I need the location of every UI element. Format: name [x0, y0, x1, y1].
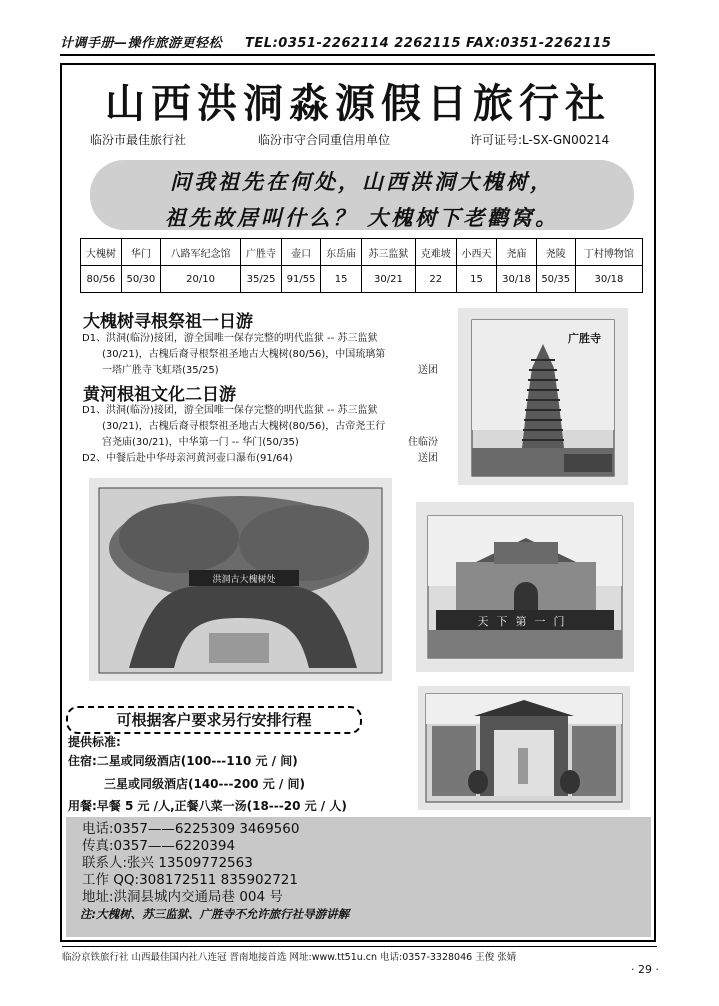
tour2-line-1: D1、洪洞(临汾)接团，游全国唯一保存完整的明代监狱 -- 苏三监狱 [82, 405, 378, 416]
tour2-line-4-end: 送团 [418, 453, 438, 464]
tour1-end: 送团 [418, 365, 438, 376]
table-cell: 20/10 [160, 266, 240, 293]
big-tree-photo [89, 478, 392, 681]
table-cell: 50/35 [536, 266, 575, 293]
contact-note: 注:大槐树、苏三监狱、广胜寺不允许旅行社导游讲解 [80, 907, 350, 921]
pagoda-photo-frame [458, 308, 628, 485]
pagoda-photo [458, 308, 628, 485]
table-cell: 30/18 [575, 266, 642, 293]
table-cell: 91/55 [281, 266, 320, 293]
lodging-three-star: 三星或同级酒店(140---200 元 / 间) [104, 777, 305, 791]
lodging-two-star: 住宿:二星或同级酒店(100---110 元 / 间) [68, 754, 298, 768]
tour1-itinerary [82, 331, 438, 379]
table-header-cell: 东岳庙 [321, 239, 362, 266]
contact-phone: 电话:0357——6225309 3469560 [82, 821, 300, 837]
tour2-line-4 [82, 451, 438, 467]
gate-photo-frame [416, 502, 634, 672]
slogan-line-1: 问我祖先在何处，山西洪洞大槐树， [170, 169, 554, 194]
table-cell: 35/25 [241, 266, 282, 293]
gate-photo [416, 502, 634, 672]
table-header-cell: 壶口 [281, 239, 320, 266]
table-cell: 80/56 [81, 266, 122, 293]
subtitle-credit: 临汾市守合同重信用单位 [258, 133, 391, 147]
tour1-line-3 [82, 363, 438, 379]
tour2-line-3-text: 宫尧庙(30/21)，中华第一门 -- 华门(50/35) [102, 437, 299, 448]
tour1-line-2: (30/21)，古槐后裔寻根祭祖圣地古大槐树(80/56)，中国琉璃第 [102, 349, 386, 360]
contact-qq: 工作 QQ:308172511 835902721 [82, 872, 298, 888]
contact-fax: 传真:0357——6220394 [82, 838, 236, 854]
table-cell: 50/30 [121, 266, 160, 293]
table-cell: 15 [456, 266, 497, 293]
tour2-line-4-text: D2、中餐后赴中华母亲河黄河壶口瀑布(91/64) [82, 453, 293, 464]
tour2-line-2: (30/21)，古槐后裔寻根祭祖圣地古大槐树(80/56)，古帝尧王行 [102, 421, 386, 432]
slogan-line-2: 祖先故居叫什么？ 大槐树下老鹳窝。 [164, 205, 560, 230]
pagoda-caption: 广胜寺 [568, 332, 601, 345]
tour2-title: 黄河根祖文化二日游 [83, 385, 236, 405]
table-cell: 15 [321, 266, 362, 293]
courtyard-photo-frame [418, 686, 630, 810]
price-table [80, 238, 643, 293]
price-table-header-row [81, 239, 643, 266]
tour2-line-3 [82, 435, 438, 451]
meals-standard: 用餐:早餐 5 元 /人,正餐八菜一汤(18---20 元 / 人) [68, 799, 347, 813]
license-number: 许可证号:L-SX-GN00214 [470, 133, 610, 147]
table-header-cell: 华门 [121, 239, 160, 266]
tour2-line-3-end: 住临汾 [408, 437, 438, 448]
subtitle-best-agency: 临汾市最佳旅行社 [90, 133, 187, 147]
courtyard-photo [418, 686, 630, 810]
page-title: 山西洪洞淼源假日旅行社 [105, 80, 611, 127]
tour1-line-1: D1、洪洞(临汾)接团，游全国唯一保存完整的明代监狱 -- 苏三监狱 [82, 333, 378, 344]
table-header-cell: 尧庙 [497, 239, 536, 266]
price-table-value-row [81, 266, 643, 293]
table-header-cell: 小西天 [456, 239, 497, 266]
footer-line: 临汾京铁旅行社 山西最佳国内社八连冠 晋南地接首选 网址:www.tt51u.cn 电话:0357-3328046 王俊 张婧 [62, 946, 657, 963]
contact-person: 联系人:张兴 13509772563 [82, 855, 253, 871]
slogan-banner [90, 160, 634, 230]
table-cell: 30/21 [361, 266, 415, 293]
tree-plaque: 洪洞古大槐树处 [212, 575, 276, 585]
header-contacts: TEL:0351-2262114 2262115 FAX:0351-2262115 [245, 36, 612, 51]
table-header-cell: 克难坡 [415, 239, 456, 266]
contact-block [66, 817, 651, 937]
table-header-cell: 丁村博物馆 [575, 239, 642, 266]
table-header-cell: 八路军纪念馆 [160, 239, 240, 266]
table-header-cell: 苏三监狱 [361, 239, 415, 266]
table-header-cell: 广胜寺 [241, 239, 282, 266]
tour2-itinerary [82, 403, 438, 467]
table-cell: 22 [415, 266, 456, 293]
table-header-cell: 大槐树 [81, 239, 122, 266]
table-cell: 30/18 [497, 266, 536, 293]
header-tagline: 计调手册—操作旅游更轻松 [60, 36, 223, 51]
tour1-title: 大槐树寻根祭祖一日游 [83, 312, 253, 332]
big-tree-photo-frame [89, 478, 392, 681]
custom-itinerary-banner: 可根据客户要求另行安排行程 [66, 706, 362, 734]
gate-plaque: 天下第一门 [477, 615, 573, 628]
page-number: · 29 · [631, 963, 659, 976]
header-bar [60, 32, 655, 56]
tour1-line-3-text: 一塔广胜寺飞虹塔(35/25) [102, 365, 219, 376]
table-header-cell: 尧陵 [536, 239, 575, 266]
contact-address: 地址:洪洞县城内交通局巷 004 号 [82, 889, 283, 905]
standards-label: 提供标准: [68, 735, 121, 749]
